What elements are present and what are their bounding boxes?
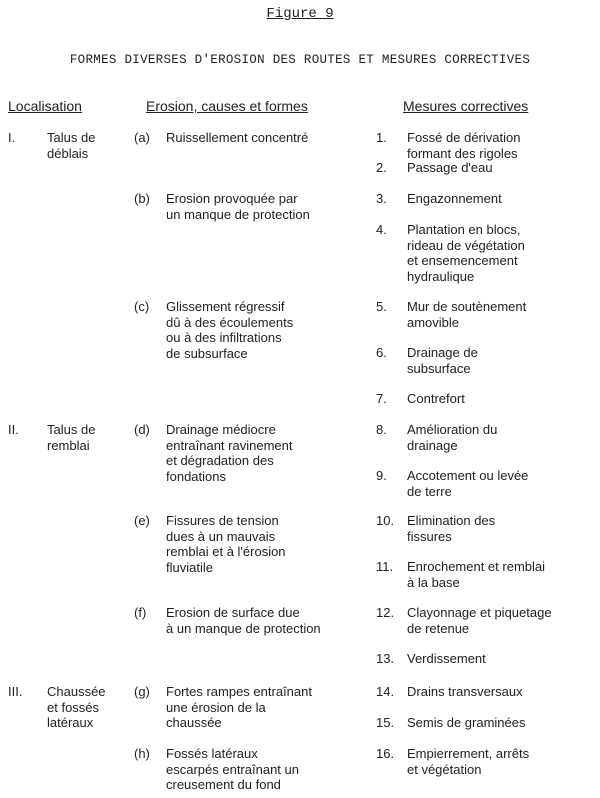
- cause-text-line: Glissement régressif: [166, 299, 285, 314]
- measure-number: 9.: [376, 468, 387, 483]
- cause-text: [166, 130, 308, 146]
- measure-number: 7.: [376, 391, 387, 406]
- measure-text-line: Semis de graminées: [407, 715, 526, 730]
- measure-text-line: Elimination des: [407, 513, 496, 528]
- measure-number: 15.: [376, 715, 395, 730]
- cause-text-line: fluviatile: [166, 559, 213, 575]
- cause-letter: (g): [134, 684, 150, 699]
- measure-text-line: Engazonnement: [407, 191, 502, 206]
- measure-text-line: Clayonnage et piquetage: [407, 605, 552, 620]
- cause-text-line: chaussée: [166, 715, 222, 730]
- measure-text-line: Empierrement, arrêts: [407, 746, 530, 761]
- cause-letter: (e): [134, 513, 150, 528]
- measure-text-line: et ensemencement: [407, 253, 518, 268]
- measure-text-line: Verdissement: [407, 651, 486, 666]
- measure-text-line: Enrochement et remblai: [407, 559, 546, 574]
- cause-text-line: ou à des infiltrations: [166, 330, 282, 345]
- measure-text-line: drainage: [407, 437, 458, 453]
- measure-number: 1.: [376, 130, 387, 145]
- cause-text-line: à un manque de protection: [166, 620, 321, 636]
- measure-text-line: et végétation: [407, 761, 482, 777]
- figure-label: Figure 9: [266, 6, 334, 22]
- measure-text-line: hydraulique: [407, 268, 475, 284]
- location-label-line: Talus de: [47, 130, 96, 145]
- location-number: III.: [8, 684, 23, 699]
- measure-text-line: Fossé de dérivation: [407, 130, 521, 145]
- measure-number: 11.: [376, 559, 394, 574]
- cause-text-line: Fissures de tension: [166, 513, 279, 528]
- measure-text-line: de retenue: [407, 620, 470, 636]
- measure-number: 6.: [376, 345, 387, 360]
- measure-number: 2.: [376, 160, 387, 175]
- cause-text-line: fondations: [166, 468, 226, 484]
- document-subtitle: FORMES DIVERSES D'EROSION DES ROUTES ET MESURES CORRECTIVES: [69, 53, 531, 67]
- cause-text-line: un manque de protection: [166, 206, 310, 222]
- measure-number: 4.: [376, 222, 387, 237]
- cause-text-line: de subsurface: [166, 345, 248, 361]
- location-label-line: Talus de: [47, 422, 96, 437]
- cause-text: [166, 513, 286, 575]
- cause-text-line: entraînant ravinement: [166, 437, 293, 453]
- measure-number: 3.: [376, 191, 387, 206]
- cause-text-line: dû à des écoulements: [166, 314, 294, 330]
- location-label: [47, 684, 106, 731]
- location-label: [47, 422, 95, 453]
- cause-text-line: Drainage médiocre: [166, 422, 276, 437]
- measure-text: [407, 299, 526, 330]
- measure-text-line: Plantation en blocs,: [407, 222, 521, 237]
- measure-text-line: Drainage de: [407, 345, 478, 360]
- cause-text-line: remblai et à l'érosion: [166, 544, 286, 559]
- measure-text: [407, 422, 497, 453]
- cause-text-line: Fortes rampes entraînant: [166, 684, 312, 699]
- cause-letter: (h): [134, 746, 150, 761]
- cause-text: [166, 684, 312, 731]
- cause-text: [166, 746, 299, 793]
- header-mesures: Mesures correctives: [403, 98, 529, 114]
- header-erosion: Erosion, causes et formes: [146, 98, 308, 114]
- header-localisation: Localisation: [8, 98, 82, 114]
- measure-text: [407, 746, 529, 777]
- cause-text: [166, 422, 292, 484]
- measure-text-line: rideau de végétation: [407, 237, 525, 253]
- cause-letter: (d): [134, 422, 150, 437]
- cause-text-line: et dégradation des: [166, 453, 274, 468]
- measure-number: 8.: [376, 422, 387, 437]
- cause-letter: (a): [134, 130, 150, 145]
- measure-number: 13.: [376, 651, 395, 666]
- cause-text: [166, 191, 310, 222]
- measure-text-line: Drains transversaux: [407, 684, 523, 699]
- measure-text-line: de terre: [407, 483, 452, 499]
- measure-text: [407, 651, 486, 667]
- measure-text-line: à la base: [407, 574, 460, 590]
- cause-text-line: creusement du fond: [166, 777, 281, 792]
- measure-text-line: Amélioration du: [407, 422, 498, 437]
- measure-number: 5.: [376, 299, 387, 314]
- location-label: [47, 130, 95, 161]
- measure-text-line: subsurface: [407, 360, 471, 376]
- location-label-line: latéraux: [47, 715, 94, 730]
- measure-text-line: Passage d'eau: [407, 160, 493, 175]
- measure-text: [407, 191, 502, 207]
- measure-text-line: Mur de soutènement: [407, 299, 527, 314]
- cause-text-line: Ruissellement concentré: [166, 130, 309, 145]
- location-number: I.: [8, 130, 16, 145]
- measure-text-line: Contrefort: [407, 391, 465, 406]
- location-label-line: et fossés: [47, 699, 100, 715]
- measure-text-line: amovible: [407, 314, 460, 330]
- measure-text: [407, 715, 526, 731]
- cause-text-line: Erosion provoquée par: [166, 191, 298, 206]
- cause-text-line: Erosion de surface due: [166, 605, 300, 620]
- measure-text-line: formant des rigoles: [407, 145, 518, 161]
- measure-text: [407, 222, 525, 284]
- measure-text: [407, 345, 478, 376]
- location-number: II.: [8, 422, 19, 437]
- cause-letter: (f): [134, 605, 147, 620]
- measure-number: 16.: [376, 746, 395, 761]
- measure-text: [407, 559, 545, 590]
- measure-number: 10.: [376, 513, 395, 528]
- measure-text-line: fissures: [407, 528, 452, 544]
- location-label-line: Chaussée: [47, 684, 106, 699]
- measure-text: [407, 391, 465, 407]
- measure-text: [407, 468, 528, 499]
- cause-text-line: Fossés latéraux: [166, 746, 258, 761]
- measure-number: 12.: [376, 605, 395, 620]
- measure-text: [407, 605, 552, 636]
- location-label-line: déblais: [47, 145, 89, 161]
- measure-text: [407, 513, 495, 544]
- measure-text: [407, 684, 523, 700]
- cause-text-line: dues à un mauvais: [166, 528, 276, 544]
- measure-text: [407, 160, 493, 176]
- cause-text-line: une érosion de la: [166, 699, 266, 715]
- cause-text: [166, 299, 293, 361]
- measure-text-line: Accotement ou levée: [407, 468, 529, 483]
- cause-text: [166, 605, 321, 636]
- location-label-line: remblai: [47, 437, 90, 453]
- measure-text: [407, 130, 520, 161]
- cause-letter: (c): [134, 299, 150, 314]
- measure-number: 14.: [376, 684, 395, 699]
- cause-text-line: escarpés entraînant un: [166, 761, 299, 777]
- cause-letter: (b): [134, 191, 150, 206]
